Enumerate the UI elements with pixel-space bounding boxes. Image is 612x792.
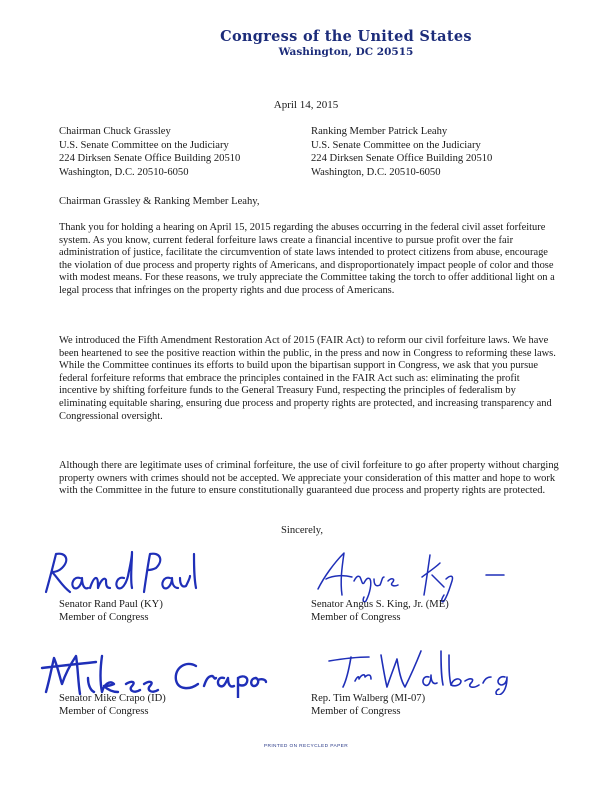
recipient-line: Washington, D.C. 20510-6050 xyxy=(311,166,441,178)
signatory-name: Senator Angus S. King, Jr. (ME) xyxy=(311,599,449,610)
letter-date: April 14, 2015 xyxy=(273,99,339,111)
body-paragraph: We introduced the Fifth Amendment Restoration Act of 2015 (FAIR Act) to reform our civil forfeiture laws. We have been heartened to see the positive reaction within the public, in the press and now in Congress to reforming these laws. While the Committee continues its efforts to build upon the bipartisan support in Congress, we ask that you pursue federal forfeiture reforms that embrace the principles contained in the FAIR Act such as: eliminating the profit incentive by shifting forfeiture funds to the General Treasury Fund, respecting the principles of federalism by eliminating equitable sharing, ensuring due process and property rights are protected, and increasing transparency and Congressional oversight. xyxy=(59,335,556,422)
body-paragraph: Although there are legitimate uses of criminal forfeiture, the use of civil forfeiture to go after property without charging property owners with crimes should not be accepted. We appreciate your consideration of this matter and hope to work with the Committee in the future to ensure constitutionally guaranteed due process and property rights are protected. xyxy=(59,460,559,497)
signatory-role: Member of Congress xyxy=(59,612,149,623)
body-paragraph: Thank you for holding a hearing on April 15, 2015 regarding the abuses occurring in the federal civil asset forfeiture system. As you know, current federal forfeiture laws create a financial incentive to pursue profit over the fair administration of justice, facilitate the circumvention of state laws intended to protect citizens from abuse, encourage the violation of due process and property rights of Americans, and disproportionately impact people of color and those with modest means. For these reasons, we truly appreciate the Committee taking the torch to offer additional light on a legal process that infringes on the property rights and due process of Americans. xyxy=(59,222,555,296)
signatory-role: Member of Congress xyxy=(59,706,149,717)
signatory-name: Senator Mike Crapo (ID) xyxy=(59,693,166,704)
signatory-name: Rep. Tim Walberg (MI-07) xyxy=(311,693,426,704)
letterhead-subtitle: Washington, DC 20515 xyxy=(278,46,414,58)
recipient-line: U.S. Senate Committee on the Judiciary xyxy=(311,139,481,151)
recycled-paper-footer xyxy=(0,744,612,749)
letterhead-title: Congress of the United States xyxy=(220,28,472,45)
recipient-line: 224 Dirksen Senate Office Building 20510 xyxy=(311,153,493,164)
signature-angus-king xyxy=(310,545,510,605)
footer-text: PRINTED ON RECYCLED PAPER xyxy=(263,744,349,749)
salutation: Chairman Grassley & Ranking Member Leahy, xyxy=(59,196,260,207)
signature-mike-crapo xyxy=(38,648,268,698)
recipient-line: 224 Dirksen Senate Office Building 20510 xyxy=(59,153,241,164)
signature-tim-walberg xyxy=(325,645,525,695)
recipient-address-right xyxy=(311,125,492,179)
recipient-line: Washington, D.C. 20510-6050 xyxy=(59,166,189,178)
signatory-role: Member of Congress xyxy=(311,612,401,623)
signature-rand-paul xyxy=(40,548,200,598)
signatory-role: Member of Congress xyxy=(311,706,401,717)
recipient-line: Chairman Chuck Grassley xyxy=(59,126,171,137)
closing: Sincerely, xyxy=(281,525,323,536)
letterhead xyxy=(0,28,612,58)
recipient-line: Ranking Member Patrick Leahy xyxy=(311,126,448,137)
signatory-name: Senator Rand Paul (KY) xyxy=(59,599,163,610)
recipient-address-left xyxy=(59,125,240,179)
recipient-line: U.S. Senate Committee on the Judiciary xyxy=(59,139,229,151)
